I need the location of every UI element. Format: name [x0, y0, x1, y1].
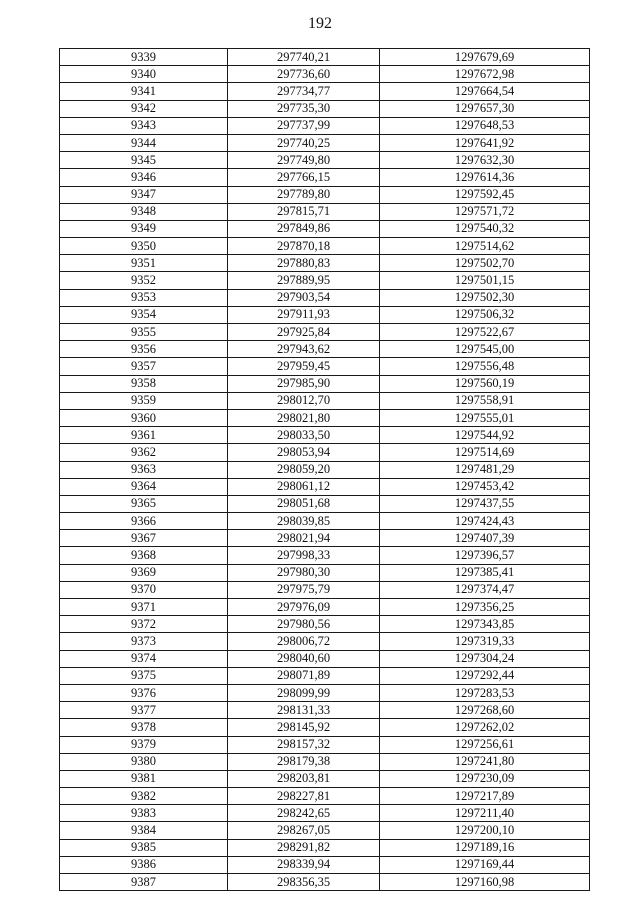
- table-row: [60, 478, 590, 495]
- table-row: [60, 358, 590, 375]
- x-coordinate-cell: 297959,45: [228, 358, 380, 375]
- table-row: [60, 186, 590, 203]
- x-coordinate-cell: 298145,92: [228, 719, 380, 736]
- point-number-cell: 9354: [60, 306, 228, 323]
- y-coordinate-cell: 1297169,44: [380, 856, 590, 873]
- x-coordinate-cell: 298157,32: [228, 736, 380, 753]
- table-row: [60, 684, 590, 701]
- x-coordinate-cell: 298051,68: [228, 495, 380, 512]
- point-number-cell: 9352: [60, 272, 228, 289]
- x-coordinate-cell: 297925,84: [228, 324, 380, 341]
- point-number-cell: 9364: [60, 478, 228, 495]
- point-number-cell: 9374: [60, 650, 228, 667]
- y-coordinate-cell: 1297648,53: [380, 117, 590, 134]
- x-coordinate-cell: 297985,90: [228, 375, 380, 392]
- point-number-cell: 9367: [60, 530, 228, 547]
- x-coordinate-cell: 297789,80: [228, 186, 380, 203]
- y-coordinate-cell: 1297160,98: [380, 874, 590, 891]
- x-coordinate-cell: 298021,80: [228, 409, 380, 426]
- y-coordinate-cell: 1297641,92: [380, 134, 590, 151]
- point-number-cell: 9343: [60, 117, 228, 134]
- table-row: [60, 152, 590, 169]
- point-number-cell: 9347: [60, 186, 228, 203]
- point-number-cell: 9355: [60, 324, 228, 341]
- point-number-cell: 9361: [60, 427, 228, 444]
- table-row: [60, 770, 590, 787]
- table-row: [60, 49, 590, 66]
- point-number-cell: 9368: [60, 547, 228, 564]
- x-coordinate-cell: 297849,86: [228, 220, 380, 237]
- x-coordinate-cell: 298033,50: [228, 427, 380, 444]
- y-coordinate-cell: 1297343,85: [380, 616, 590, 633]
- x-coordinate-cell: 298203,81: [228, 770, 380, 787]
- x-coordinate-cell: 297976,09: [228, 599, 380, 616]
- coordinates-table-body: [60, 49, 590, 891]
- point-number-cell: 9379: [60, 736, 228, 753]
- x-coordinate-cell: 298012,70: [228, 392, 380, 409]
- x-coordinate-cell: 298021,94: [228, 530, 380, 547]
- table-row: [60, 392, 590, 409]
- y-coordinate-cell: 1297501,15: [380, 272, 590, 289]
- point-number-cell: 9382: [60, 788, 228, 805]
- table-row: [60, 564, 590, 581]
- x-coordinate-cell: 298291,82: [228, 839, 380, 856]
- x-coordinate-cell: 298099,99: [228, 684, 380, 701]
- point-number-cell: 9359: [60, 392, 228, 409]
- x-coordinate-cell: 298040,60: [228, 650, 380, 667]
- table-row: [60, 839, 590, 856]
- x-coordinate-cell: 298006,72: [228, 633, 380, 650]
- table-row: [60, 856, 590, 873]
- y-coordinate-cell: 1297522,67: [380, 324, 590, 341]
- point-number-cell: 9342: [60, 100, 228, 117]
- table-row: [60, 753, 590, 770]
- coordinates-table: [59, 48, 590, 891]
- table-row: [60, 616, 590, 633]
- point-number-cell: 9385: [60, 839, 228, 856]
- y-coordinate-cell: 1297614,36: [380, 169, 590, 186]
- y-coordinate-cell: 1297545,00: [380, 341, 590, 358]
- point-number-cell: 9373: [60, 633, 228, 650]
- y-coordinate-cell: 1297437,55: [380, 495, 590, 512]
- point-number-cell: 9370: [60, 581, 228, 598]
- y-coordinate-cell: 1297424,43: [380, 513, 590, 530]
- table-row: [60, 375, 590, 392]
- table-row: [60, 203, 590, 220]
- table-row: [60, 324, 590, 341]
- point-number-cell: 9345: [60, 152, 228, 169]
- y-coordinate-cell: 1297407,39: [380, 530, 590, 547]
- x-coordinate-cell: 297740,21: [228, 49, 380, 66]
- x-coordinate-cell: 297740,25: [228, 134, 380, 151]
- table-row: [60, 581, 590, 598]
- table-row: [60, 874, 590, 891]
- x-coordinate-cell: 297737,99: [228, 117, 380, 134]
- y-coordinate-cell: 1297319,33: [380, 633, 590, 650]
- x-coordinate-cell: 298267,05: [228, 822, 380, 839]
- y-coordinate-cell: 1297217,89: [380, 788, 590, 805]
- y-coordinate-cell: 1297374,47: [380, 581, 590, 598]
- x-coordinate-cell: 298039,85: [228, 513, 380, 530]
- table-row: [60, 134, 590, 151]
- point-number-cell: 9356: [60, 341, 228, 358]
- x-coordinate-cell: 297735,30: [228, 100, 380, 117]
- point-number-cell: 9366: [60, 513, 228, 530]
- x-coordinate-cell: 297903,54: [228, 289, 380, 306]
- table-row: [60, 444, 590, 461]
- table-row: [60, 306, 590, 323]
- table-row: [60, 255, 590, 272]
- table-row: [60, 667, 590, 684]
- y-coordinate-cell: 1297558,91: [380, 392, 590, 409]
- y-coordinate-cell: 1297514,62: [380, 238, 590, 255]
- y-coordinate-cell: 1297560,19: [380, 375, 590, 392]
- table-row: [60, 289, 590, 306]
- point-number-cell: 9360: [60, 409, 228, 426]
- table-row: [60, 238, 590, 255]
- y-coordinate-cell: 1297514,69: [380, 444, 590, 461]
- point-number-cell: 9346: [60, 169, 228, 186]
- y-coordinate-cell: 1297189,16: [380, 839, 590, 856]
- table-row: [60, 513, 590, 530]
- x-coordinate-cell: 297980,56: [228, 616, 380, 633]
- point-number-cell: 9381: [60, 770, 228, 787]
- y-coordinate-cell: 1297200,10: [380, 822, 590, 839]
- table-row: [60, 461, 590, 478]
- y-coordinate-cell: 1297556,48: [380, 358, 590, 375]
- y-coordinate-cell: 1297506,32: [380, 306, 590, 323]
- table-row: [60, 599, 590, 616]
- point-number-cell: 9351: [60, 255, 228, 272]
- y-coordinate-cell: 1297664,54: [380, 83, 590, 100]
- x-coordinate-cell: 297766,15: [228, 169, 380, 186]
- point-number-cell: 9386: [60, 856, 228, 873]
- x-coordinate-cell: 297736,60: [228, 66, 380, 83]
- point-number-cell: 9371: [60, 599, 228, 616]
- x-coordinate-cell: 297815,71: [228, 203, 380, 220]
- point-number-cell: 9341: [60, 83, 228, 100]
- table-row: [60, 650, 590, 667]
- point-number-cell: 9349: [60, 220, 228, 237]
- y-coordinate-cell: 1297679,69: [380, 49, 590, 66]
- table-row: [60, 83, 590, 100]
- point-number-cell: 9350: [60, 238, 228, 255]
- table-row: [60, 117, 590, 134]
- x-coordinate-cell: 298061,12: [228, 478, 380, 495]
- y-coordinate-cell: 1297657,30: [380, 100, 590, 117]
- x-coordinate-cell: 298227,81: [228, 788, 380, 805]
- table-row: [60, 736, 590, 753]
- y-coordinate-cell: 1297304,24: [380, 650, 590, 667]
- y-coordinate-cell: 1297385,41: [380, 564, 590, 581]
- x-coordinate-cell: 297975,79: [228, 581, 380, 598]
- y-coordinate-cell: 1297396,57: [380, 547, 590, 564]
- y-coordinate-cell: 1297241,80: [380, 753, 590, 770]
- y-coordinate-cell: 1297262,02: [380, 719, 590, 736]
- table-row: [60, 272, 590, 289]
- point-number-cell: 9380: [60, 753, 228, 770]
- x-coordinate-cell: 298071,89: [228, 667, 380, 684]
- y-coordinate-cell: 1297268,60: [380, 702, 590, 719]
- y-coordinate-cell: 1297453,42: [380, 478, 590, 495]
- table-row: [60, 427, 590, 444]
- table-row: [60, 169, 590, 186]
- x-coordinate-cell: 298059,20: [228, 461, 380, 478]
- x-coordinate-cell: 297880,83: [228, 255, 380, 272]
- y-coordinate-cell: 1297502,70: [380, 255, 590, 272]
- point-number-cell: 9357: [60, 358, 228, 375]
- x-coordinate-cell: 298053,94: [228, 444, 380, 461]
- point-number-cell: 9372: [60, 616, 228, 633]
- y-coordinate-cell: 1297502,30: [380, 289, 590, 306]
- table-row: [60, 495, 590, 512]
- table-row: [60, 633, 590, 650]
- y-coordinate-cell: 1297481,29: [380, 461, 590, 478]
- point-number-cell: 9378: [60, 719, 228, 736]
- y-coordinate-cell: 1297571,72: [380, 203, 590, 220]
- x-coordinate-cell: 297998,33: [228, 547, 380, 564]
- y-coordinate-cell: 1297544,92: [380, 427, 590, 444]
- y-coordinate-cell: 1297540,32: [380, 220, 590, 237]
- point-number-cell: 9376: [60, 684, 228, 701]
- table-row: [60, 341, 590, 358]
- x-coordinate-cell: 298339,94: [228, 856, 380, 873]
- table-row: [60, 220, 590, 237]
- y-coordinate-cell: 1297356,25: [380, 599, 590, 616]
- point-number-cell: 9358: [60, 375, 228, 392]
- table-row: [60, 409, 590, 426]
- point-number-cell: 9383: [60, 805, 228, 822]
- x-coordinate-cell: 297980,30: [228, 564, 380, 581]
- point-number-cell: 9365: [60, 495, 228, 512]
- x-coordinate-cell: 298356,35: [228, 874, 380, 891]
- x-coordinate-cell: 298179,38: [228, 753, 380, 770]
- table-row: [60, 530, 590, 547]
- y-coordinate-cell: 1297632,30: [380, 152, 590, 169]
- point-number-cell: 9375: [60, 667, 228, 684]
- y-coordinate-cell: 1297283,53: [380, 684, 590, 701]
- x-coordinate-cell: 297870,18: [228, 238, 380, 255]
- y-coordinate-cell: 1297592,45: [380, 186, 590, 203]
- table-row: [60, 702, 590, 719]
- x-coordinate-cell: 297943,62: [228, 341, 380, 358]
- point-number-cell: 9348: [60, 203, 228, 220]
- page-number: 192: [308, 15, 332, 32]
- point-number-cell: 9353: [60, 289, 228, 306]
- y-coordinate-cell: 1297555,01: [380, 409, 590, 426]
- x-coordinate-cell: 297749,80: [228, 152, 380, 169]
- point-number-cell: 9369: [60, 564, 228, 581]
- point-number-cell: 9362: [60, 444, 228, 461]
- table-row: [60, 822, 590, 839]
- x-coordinate-cell: 297889,95: [228, 272, 380, 289]
- table-row: [60, 547, 590, 564]
- x-coordinate-cell: 298131,33: [228, 702, 380, 719]
- point-number-cell: 9344: [60, 134, 228, 151]
- point-number-cell: 9377: [60, 702, 228, 719]
- table-row: [60, 805, 590, 822]
- point-number-cell: 9384: [60, 822, 228, 839]
- x-coordinate-cell: 298242,65: [228, 805, 380, 822]
- point-number-cell: 9340: [60, 66, 228, 83]
- x-coordinate-cell: 297911,93: [228, 306, 380, 323]
- table-row: [60, 719, 590, 736]
- y-coordinate-cell: 1297672,98: [380, 66, 590, 83]
- point-number-cell: 9339: [60, 49, 228, 66]
- x-coordinate-cell: 297734,77: [228, 83, 380, 100]
- y-coordinate-cell: 1297230,09: [380, 770, 590, 787]
- table-row: [60, 66, 590, 83]
- point-number-cell: 9363: [60, 461, 228, 478]
- y-coordinate-cell: 1297256,61: [380, 736, 590, 753]
- y-coordinate-cell: 1297211,40: [380, 805, 590, 822]
- table-row: [60, 100, 590, 117]
- point-number-cell: 9387: [60, 874, 228, 891]
- y-coordinate-cell: 1297292,44: [380, 667, 590, 684]
- table-row: [60, 788, 590, 805]
